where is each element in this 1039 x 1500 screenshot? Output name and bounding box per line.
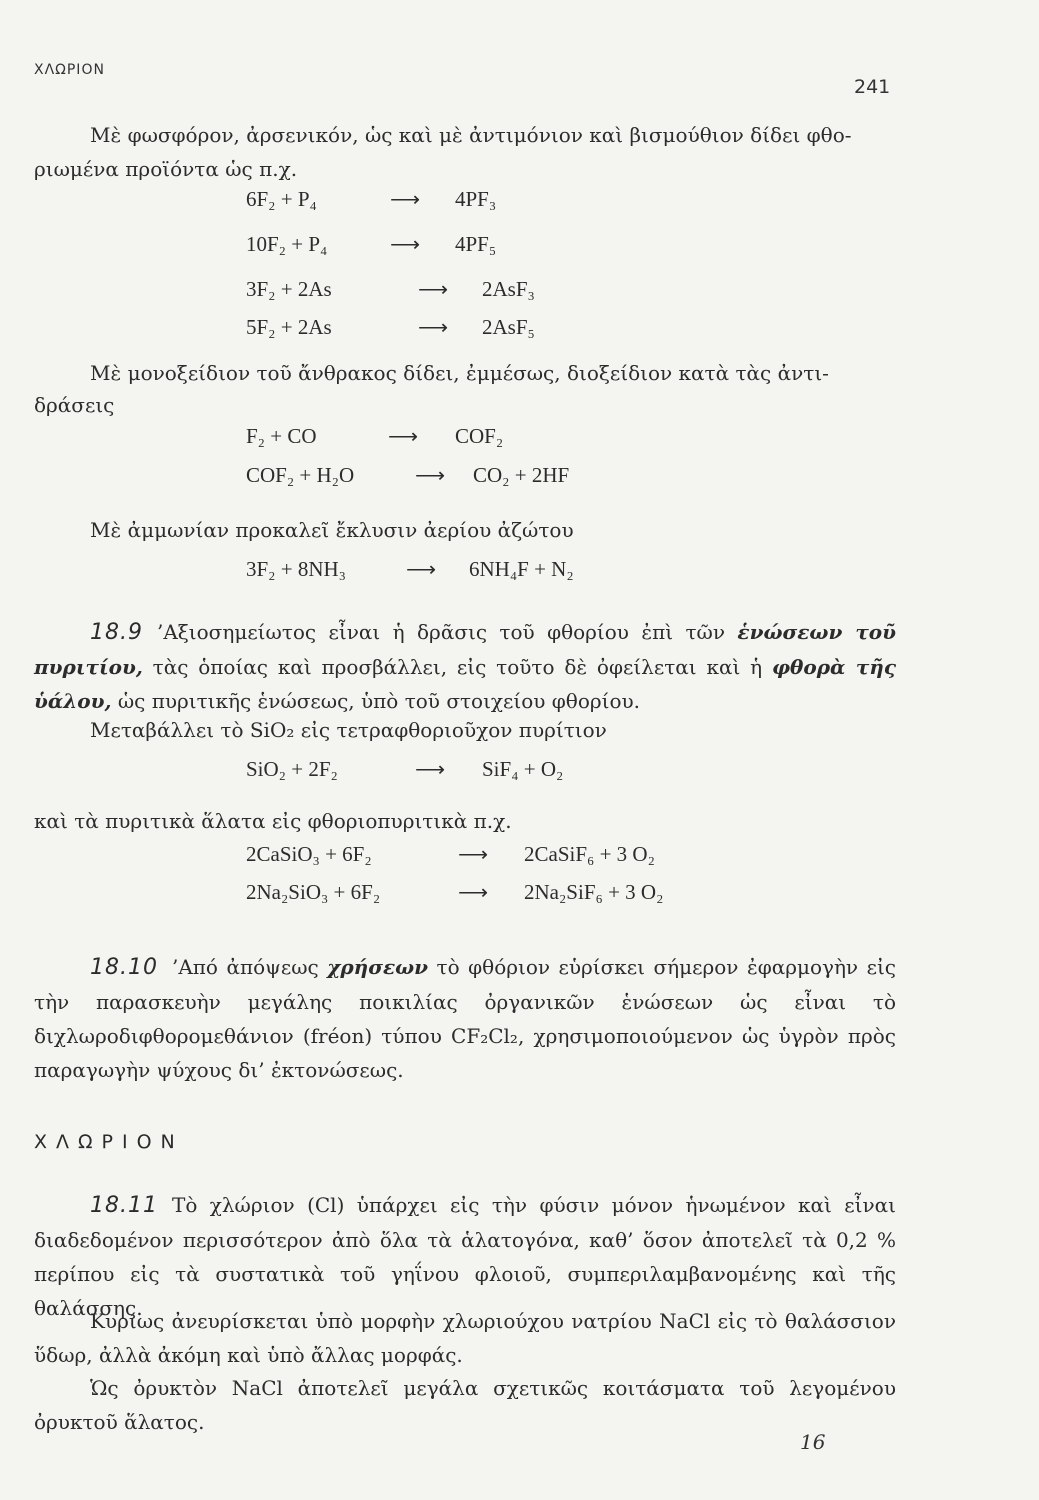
- equation-products: 2AsF₅: [482, 315, 535, 339]
- paragraph-18-9: [34, 615, 896, 718]
- signature-mark: 16: [800, 1430, 826, 1454]
- equation-products: 4PF₅: [455, 232, 497, 256]
- paragraph: Κυρίως ἀνευρίσκεται ὑπὸ μορφὴν χλωριούχου νατρίου NaCl εἰς τὸ θαλάσσιον ὕδωρ, ἀλλὰ ἀκόμη καὶ ὑπὸ ἄλλας μορφάς.: [34, 1309, 896, 1367]
- running-title: ΧΛΩΡΙΟΝ: [34, 62, 105, 78]
- text-run: τὸ φθόριον εὑρίσκει σήμερον ἐφαρμογὴν εἰς τὴν παρασκευὴν μεγάλης ποικιλίας ὀργανικῶν ἑνώσεων ὡς εἶναι τὸ διχλωροδιφθορομεθάνιον (fréon) τύπου CF₂Cl₂, χρησιμοποιούμενον ὡς ὑγρὸν πρὸς παραγωγὴν ψύχους δι’ ἐκτονώσεως.: [34, 955, 896, 1082]
- equation-reactants: 3F₂ + 2As: [246, 277, 332, 301]
- section-number: 18.11: [90, 1193, 158, 1218]
- equation: [0, 557, 1039, 587]
- intro-line: Μὲ ἀμμωνίαν προκαλεῖ ἔκλυσιν ἀερίου ἀζώτου: [90, 518, 574, 542]
- reaction-arrow: ⟶: [418, 315, 449, 339]
- equation-products: 2Na₂SiF₆ + 3 O₂: [524, 880, 664, 904]
- text-run: ’Αξιοσημείωτος εἶναι ἡ δρᾶσις τοῦ φθορίου ἐπὶ τῶν: [156, 620, 726, 644]
- equation: [0, 315, 1039, 345]
- reaction-arrow: ⟶: [388, 424, 419, 448]
- equation-reactants: F₂ + CO: [246, 424, 317, 448]
- intro-line: δράσεις: [34, 393, 115, 417]
- equation: [0, 880, 1039, 910]
- equation: [0, 232, 1039, 262]
- reaction-arrow: ⟶: [415, 757, 446, 781]
- equation-reactants: 5F₂ + 2As: [246, 315, 332, 339]
- reaction-arrow: ⟶: [418, 277, 449, 301]
- equation-products: 2AsF₃: [482, 277, 535, 301]
- paragraph-line: καὶ τὰ πυριτικὰ ἅλατα εἰς φθοριοπυριτικὰ π.χ.: [34, 809, 512, 833]
- page-number: 241: [854, 76, 891, 98]
- section-title: ΧΛΩΡΙΟΝ: [34, 1131, 184, 1153]
- equation-reactants: 3F₂ + 8NH₃: [246, 557, 346, 581]
- section-number: 18.10: [90, 955, 158, 980]
- intro-line: Μὲ μονοξείδιον τοῦ ἄνθρακος δίδει, ἐμμέσως, διοξείδιον κατὰ τὰς ἀντι-: [90, 361, 829, 385]
- equation-reactants: 10F₂ + P₄: [246, 232, 328, 256]
- text-run: τὰς ὁποίας καὶ προσβάλλει, εἰς τοῦτο δὲ ὀφείλεται καὶ ἡ: [152, 655, 763, 679]
- reaction-arrow: ⟶: [415, 463, 446, 487]
- equation-products: SiF₄ + O₂: [482, 757, 564, 781]
- equation: [0, 187, 1039, 217]
- section-number: 18.9: [90, 620, 143, 645]
- emphasis: ἑνώσεων τοῦ πυριτίου,: [34, 620, 897, 679]
- equation-products: 4PF₃: [455, 187, 497, 211]
- text-run: ’Από ἀπόψεως: [171, 955, 319, 979]
- paragraph-line: Μεταβάλλει τὸ SiO₂ εἰς τετραφθοριοῦχον πυρίτιον: [90, 718, 607, 742]
- reaction-arrow: ⟶: [406, 557, 437, 581]
- text-run: Τὸ χλώριον (Cl) ὑπάρχει εἰς τὴν φύσιν μόνον ἡνωμένον καὶ εἶναι διαδεδομένον περισσότερον ἀπὸ ὅλα τὰ ἁλατογόνα, καθ’ ὅσον ἀποτελεῖ τὰ 0,2 % περίπου εἰς τὰ συστατικὰ τοῦ γηΐνου φλοιοῦ, συμπεριλαμβανομένης καὶ τῆς θαλάσσης.: [34, 1193, 896, 1320]
- equation-products: 2CaSiF₆ + 3 O₂: [524, 842, 655, 866]
- equation-products: COF₂: [455, 424, 504, 448]
- equation-products: CO₂ + 2HF: [473, 463, 570, 487]
- equation-reactants: 2CaSiO₃ + 6F₂: [246, 842, 372, 866]
- text-run: ὡς πυριτικῆς ἑνώσεως, ὑπὸ τοῦ στοιχείου φθορίου.: [117, 689, 641, 713]
- paragraph-18-10: [34, 950, 896, 1087]
- intro-line: ριωμένα προϊόντα ὡς π.χ.: [34, 157, 298, 181]
- emphasis: φθορὰ τῆς ὑάλου,: [34, 655, 897, 713]
- equation-products: 6NH₄F + N₂: [469, 557, 574, 581]
- equation: [0, 842, 1039, 872]
- reaction-arrow: ⟶: [390, 187, 421, 211]
- intro-line: Μὲ φωσφόρον, ἀρσενικόν, ὡς καὶ μὲ ἀντιμόνιον καὶ βισμούθιον δίδει φθο-: [90, 123, 852, 147]
- paragraph: Ὡς ὀρυκτὸν NaCl ἀποτελεῖ μεγάλα σχετικῶς κοιτάσματα τοῦ λεγομένου ὀρυκτοῦ ἅλατος.: [34, 1376, 896, 1434]
- equation: [0, 277, 1039, 307]
- equation: [0, 424, 1039, 454]
- equation-reactants: COF₂ + H₂O: [246, 463, 355, 487]
- reaction-arrow: ⟶: [458, 842, 489, 866]
- equation-reactants: 2Na₂SiO₃ + 6F₂: [246, 880, 381, 904]
- reaction-arrow: ⟶: [458, 880, 489, 904]
- equation-reactants: SiO₂ + 2F₂: [246, 757, 338, 781]
- equation: [0, 463, 1039, 493]
- reaction-arrow: ⟶: [390, 232, 421, 256]
- emphasis: χρήσεων: [327, 955, 429, 979]
- equation-reactants: 6F₂ + P₄: [246, 187, 317, 211]
- equation: [0, 757, 1039, 787]
